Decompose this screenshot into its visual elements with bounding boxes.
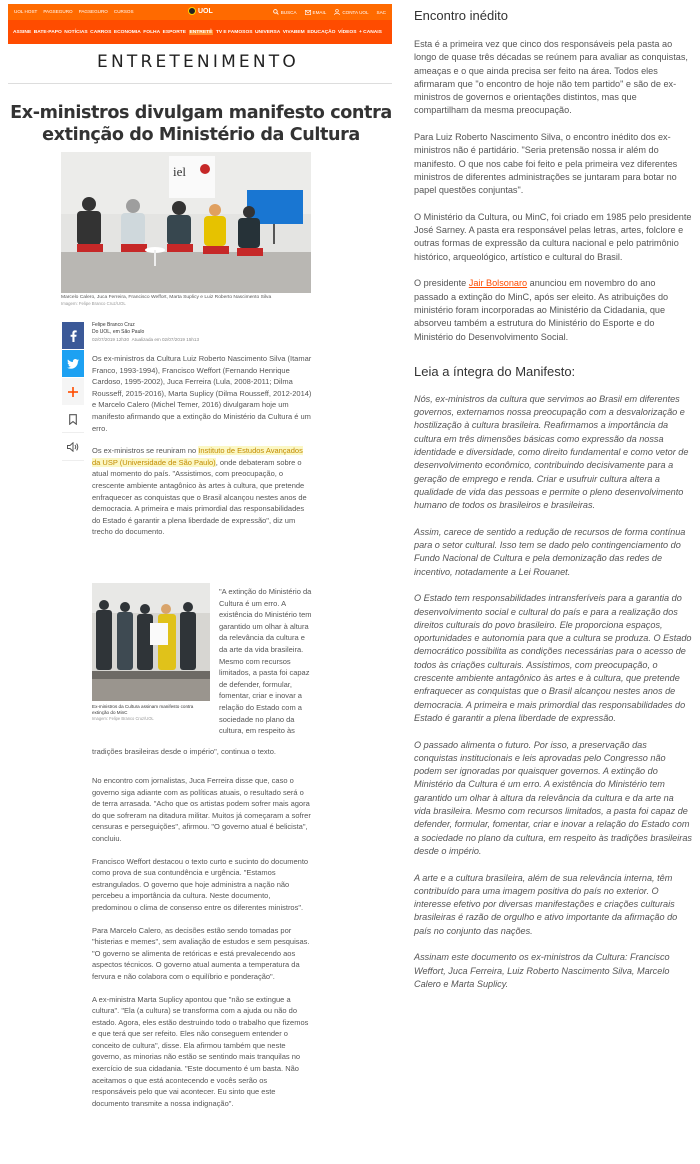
- share-toolbar: [62, 322, 84, 462]
- manifesto-paragraph: Assim, carece de sentido a redução de recursos de forma contínua para o setor cultural. Isso tem se dado pelo contingenciamento do Fundo Nacional de Cultura e pela demonização das redes de incentivo, notadamente a Lei Rouanet.: [414, 526, 686, 577]
- facebook-icon: [70, 330, 77, 342]
- panel-photo-illustration: [61, 152, 311, 293]
- author-location: Do UOL, em São Paulo: [92, 329, 145, 335]
- speaker-icon: [67, 442, 79, 452]
- top-link[interactable]: UOL HOST: [14, 9, 38, 14]
- manifesto-paragraph: O passado alimenta o futuro. Por isso, a preservação das conquistas institucionais e leis aprovadas pelo Congresso não podem ser ignoradas por quaisquer governos. A extinção do Ministério da Cultura é um erro. A existência do Ministério tem garantido um olhar à altura da relevância da cultura e da arte na vida brasileira. Mesmo com recursos limitados, a pasta foi capaz de defender, formular, fomentar, criar e inovar a relação do Estado com a sociedade no plano da cultura, em respeito às tradições brasileiras desde o império.: [414, 739, 692, 856]
- channels-nav: [8, 20, 392, 44]
- usp-link[interactable]: Instituto de Estudos Avançados da USP (Universidade de São Paulo): [92, 446, 303, 467]
- top-links: [14, 9, 134, 14]
- uol-logo[interactable]: [188, 7, 213, 15]
- publish-time: 02/07/2019 12h30: [92, 337, 130, 342]
- account-link[interactable]: [334, 9, 368, 15]
- manifesto-text: [414, 393, 692, 991]
- continuation-column: [414, 8, 692, 1004]
- nav-item[interactable]: BATE-PAPO: [33, 30, 62, 35]
- updated-time: Atualizada em 02/07/2019 15h13: [131, 337, 200, 342]
- article-body-bottom: [92, 775, 312, 1120]
- twitter-share-button[interactable]: [62, 350, 84, 377]
- user-icon: [334, 9, 340, 15]
- email-label: EMAIL: [312, 9, 327, 15]
- top-link[interactable]: PAGSEGURO: [78, 9, 108, 14]
- manifesto-paragraph: A arte e a cultura brasileira, além de sua relevância interna, têm contribuído para uma imagem positiva do país no exterior. O interesse efetivo por diversas manifestações e criações culturais brasileiras é razão de orgulho e ativo importante da afirmação do país no conjunto das nações.: [414, 872, 678, 936]
- nav-item[interactable]: CARROS: [90, 30, 112, 35]
- signing-photo-caption: [92, 704, 210, 722]
- signing-photo-illustration: [92, 583, 210, 701]
- email-link[interactable]: [305, 10, 327, 15]
- search-icon: [273, 9, 279, 15]
- search-label: BUSCA: [280, 9, 297, 15]
- email-icon: [305, 10, 311, 15]
- subheading-manifesto: Leia a íntegra do Manifesto:: [414, 363, 576, 379]
- paragraph: A ex-ministra Marta Suplicy apontou que "não se extingue a cultura". "Ela (a cultura) se transforma com a ajuda ou não do estado. Agora, eles estão destruindo todo o trabalho que fizemos e que terá que ser refeito. Eles não conseguem entender o conceito de cultura", disse. Ela afirmou também que neste governo, as minorias não estão se sentindo mais tranquilas no exercício de sua cidadania. "Este documento é um basta. Não aceitamos o que está acontecendo e vocês serão os responsáveis pelo que vai acontecer. Eu sinto que este documento transmite a nossa indignação".: [92, 994, 309, 1108]
- more-share-button[interactable]: [62, 378, 84, 405]
- nav-item[interactable]: + CANAIS: [358, 30, 382, 35]
- quote-paragraph: "A extinção do Ministério da Cultura é um erro. A existência do Ministério tem garantido um olhar à altura da relevância da cultura e da arte da vida brasileira. Mesmo com recursos limitados, a pasta foi capaz de defender, formular, fomentar, criar e inovar a relação do Estado com a sociedade no plano da cultura, em respeito às: [219, 587, 312, 736]
- author-name[interactable]: Felipe Branco Cruz: [92, 322, 135, 328]
- paragraph: Francisco Weffort destacou o texto curto e sucinto do documento como prova de sua contundência e urgência. "Estamos estrangulados. O governo que hoje administra a nação não percebeu a importância da cultura. Neste documento, predominou o clima de consenso entre os diferentes ministros".: [92, 856, 309, 912]
- article-headline: Ex-ministros divulgam manifesto contra extinção do Ministério da Cultura: [10, 103, 392, 145]
- manifesto-paragraph: Assinam este documento os ex-ministros da Cultura: Francisco Weffort, Juca Ferreira, Luiz Roberto Nascimento Silva, Marcelo Calero e Marta Suplicy.: [414, 952, 670, 989]
- paragraph: [92, 445, 312, 538]
- bookmark-icon: [69, 414, 77, 425]
- top-link[interactable]: CURSOS: [113, 9, 134, 14]
- section-title[interactable]: ENTRETENIMENTO: [97, 52, 299, 72]
- nav-item[interactable]: UNIVERSA: [255, 30, 281, 35]
- account-label: CONTA UOL: [342, 9, 369, 15]
- caption-text: Marcelo Calero, Juca Ferreira, Francisco Weffort, Marta Suplicy e Luiz Roberto Nascimento Silva: [61, 295, 272, 300]
- paragraph: No encontro com jornalistas, Juca Ferreira disse que, caso o governo siga adiante com as políticas atuais, o resultado será o de terra arrasada. "Acho que os artistas podem sofrer mais agora do que sofreram na ditadura militar. Muitos já começaram a sofrer censuras e perseguições", afirmou. "O governo atual é belicista", concluiu.: [92, 776, 311, 843]
- author-block: [92, 322, 199, 343]
- uol-logo-icon: [188, 7, 196, 15]
- top-right-links: [273, 9, 386, 15]
- nav-item[interactable]: ECONOMIA: [113, 30, 141, 35]
- manifesto-paragraph: O Estado tem responsabilidades intransferíveis para a garantia do desenvolvimento social e cultural do país e para a realização dos direitos culturais do povo brasileiro. Ele proporciona espaços, oportunidades e autonomia para que a cultura se produza. O Estado democrático possibilita as condições necessárias para o acesso de todos às criações culturais. Assistimos, com preocupação, o crescente ambiente antagônico às artes e à cultura, que pretende enfraquecer as conquistas que o Brasil alcançou nestes anos de democracia. A primeira e mais primordial das responsabilidades do Estado é garantir a plena liberdade de expressão.: [414, 593, 692, 723]
- uol-logo-text: UOL: [198, 7, 213, 15]
- paragraph: Para Marcelo Calero, as decisões estão sendo tomadas por "histerias e memes", sem avaliação de estudos e sem pesquisas. "O governo se alimenta de retóricas e está prevalecendo aos aspectos técnicos. O governo atual aumenta a temperatura da fervura e não colabora com o equilíbrio e ponderação".: [92, 925, 310, 981]
- uol-top-bar: [8, 4, 392, 20]
- nav-item[interactable]: VÍDEOS: [337, 30, 357, 35]
- signing-photo[interactable]: [92, 583, 210, 701]
- photo-credit: Imagem: Felipe Branco Cruz/UOL: [61, 301, 126, 306]
- twitter-icon: [67, 359, 79, 369]
- manifesto-paragraph: Nós, ex-ministros da cultura que servimos ao Brasil em diferentes governos, externamos nossa preocupação com a desvalorização e hostilização à cultura brasileira. Reafirmamos a importância da cultura em três dimensões básicas como expressão da nossa identidade e diversidade, como direito fundamental e como vetor de desenvolvimento econômico, contribuindo decisivamente para a geração de emprego e renda. Criar e usufruir cultura altera a qualidade de vida das pessoas e permite o pleno desenvolvimento humano de todos os brasileiros e brasileiras.: [414, 393, 689, 511]
- plus-icon: [68, 387, 78, 397]
- paragraph-text: Os ex-ministros se reuniram no: [92, 446, 199, 456]
- caption-text: Ex-ministros da Cultura assinam manifesto contra extinção do MinC: [92, 704, 194, 715]
- nav-item[interactable]: VIVABEM: [282, 30, 305, 35]
- search-link[interactable]: [273, 9, 297, 15]
- paragraph-text: anunciou em novembro do ano passado a extinção do MinC, após ser eleito. As atribuições do ministério foram incorporadas ao Ministério da Cidadania, que absorveu também a estrutura do Ministério do Esporte e do Ministério do Desenvolvimento Social.: [414, 278, 669, 342]
- publish-date: [92, 336, 199, 343]
- nav-item[interactable]: FOLHA: [143, 30, 161, 35]
- backdrop-logo: iel: [173, 164, 186, 179]
- photo-credit: Imagem: Felipe Branco Cruz/UOL: [92, 716, 154, 721]
- nav-item[interactable]: TV E FAMOSOS: [215, 30, 253, 35]
- top-link[interactable]: PAGSEGURO: [43, 9, 73, 14]
- facebook-share-button[interactable]: [62, 322, 84, 349]
- article-body-top: [92, 353, 312, 549]
- bookmark-button[interactable]: [62, 406, 84, 433]
- nav-item[interactable]: ASSINE: [13, 30, 32, 35]
- section-divider: [8, 83, 392, 84]
- sac-link[interactable]: SAC: [376, 9, 386, 15]
- lead-photo[interactable]: [61, 152, 311, 293]
- subheading-encontro: Encontro inédito: [414, 8, 508, 23]
- listen-button[interactable]: [62, 434, 84, 461]
- paragraph-text: O presidente: [414, 278, 469, 289]
- paragraph-text: , onde debateram sobre o atual momento do país. "Assistimos, com preocupação, o crescente ambiente antagônico às artes à cultura, que pretende enfraquecer as conquistas que o Brasil alcançou nestes anos de democracia. A primeira e mais primordial das responsabilidades do Estado é garantir a plena liberdade de expressão", diz um trecho do documento.: [92, 457, 307, 537]
- paragraph: Esta é a primeira vez que cinco dos responsáveis pela pasta ao longo de quase três décadas se reúnem para avaliar as conquistas, ameaças e o que ainda precisa ser feito na área. Todos eles afirmaram que "o encontro de hoje não tem partido" e são de ex-ministros de governos e orientações distintos, mas que compartilham da mesma preocupação.: [414, 39, 688, 116]
- nav-item[interactable]: NOTÍCIAS: [64, 30, 88, 35]
- nav-item[interactable]: ESPORTE: [162, 30, 186, 35]
- nav-item[interactable]: EDUCAÇÃO: [307, 30, 336, 35]
- paragraph: [414, 277, 692, 343]
- quote-paragraph-end: tradições brasileiras desde o império", continua o texto.: [92, 747, 277, 756]
- paragraph: O Ministério da Cultura, ou MinC, foi criado em 1985 pelo presidente José Sarney. A pasta era responsável pelas letras, artes, folclore e outras formas de expressão da cultura nacional e pelo patrimônio histórico, arqueológico, artístico e cultural do Brasil.: [414, 211, 692, 262]
- bolsonaro-link[interactable]: Jair Bolsonaro: [468, 278, 528, 289]
- paragraph: Para Luiz Roberto Nascimento Silva, o encontro inédito dos ex-ministros não é partidário. "Seria pretensão nossa ir além do manifesto. O que nos cabe foi feito e pela primeira vez diferentes ministros de diferentes administrações se juntaram para botar no papel questões conjuntas".: [414, 132, 678, 196]
- paragraph: Os ex-ministros da Cultura Luiz Roberto Nascimento Silva (Itamar Franco, 1993-1994), Francisco Weffort (Fernando Henrique Cardoso, 1995-2002), Juca Ferreira (Lula, 2008-2011; Dilma Rousseff, 2015-2016), Marta Suplicy (Dilma Rousseff, 2012-2014) e Marcelo Calero (Michel Temer, 2016) divulgaram hoje um manifesto afirmando que a extinção do Ministério da Cultura é um erro.: [92, 354, 312, 433]
- lead-photo-caption: [61, 295, 321, 307]
- nav-item-active[interactable]: ENTRETÊ: [189, 30, 213, 35]
